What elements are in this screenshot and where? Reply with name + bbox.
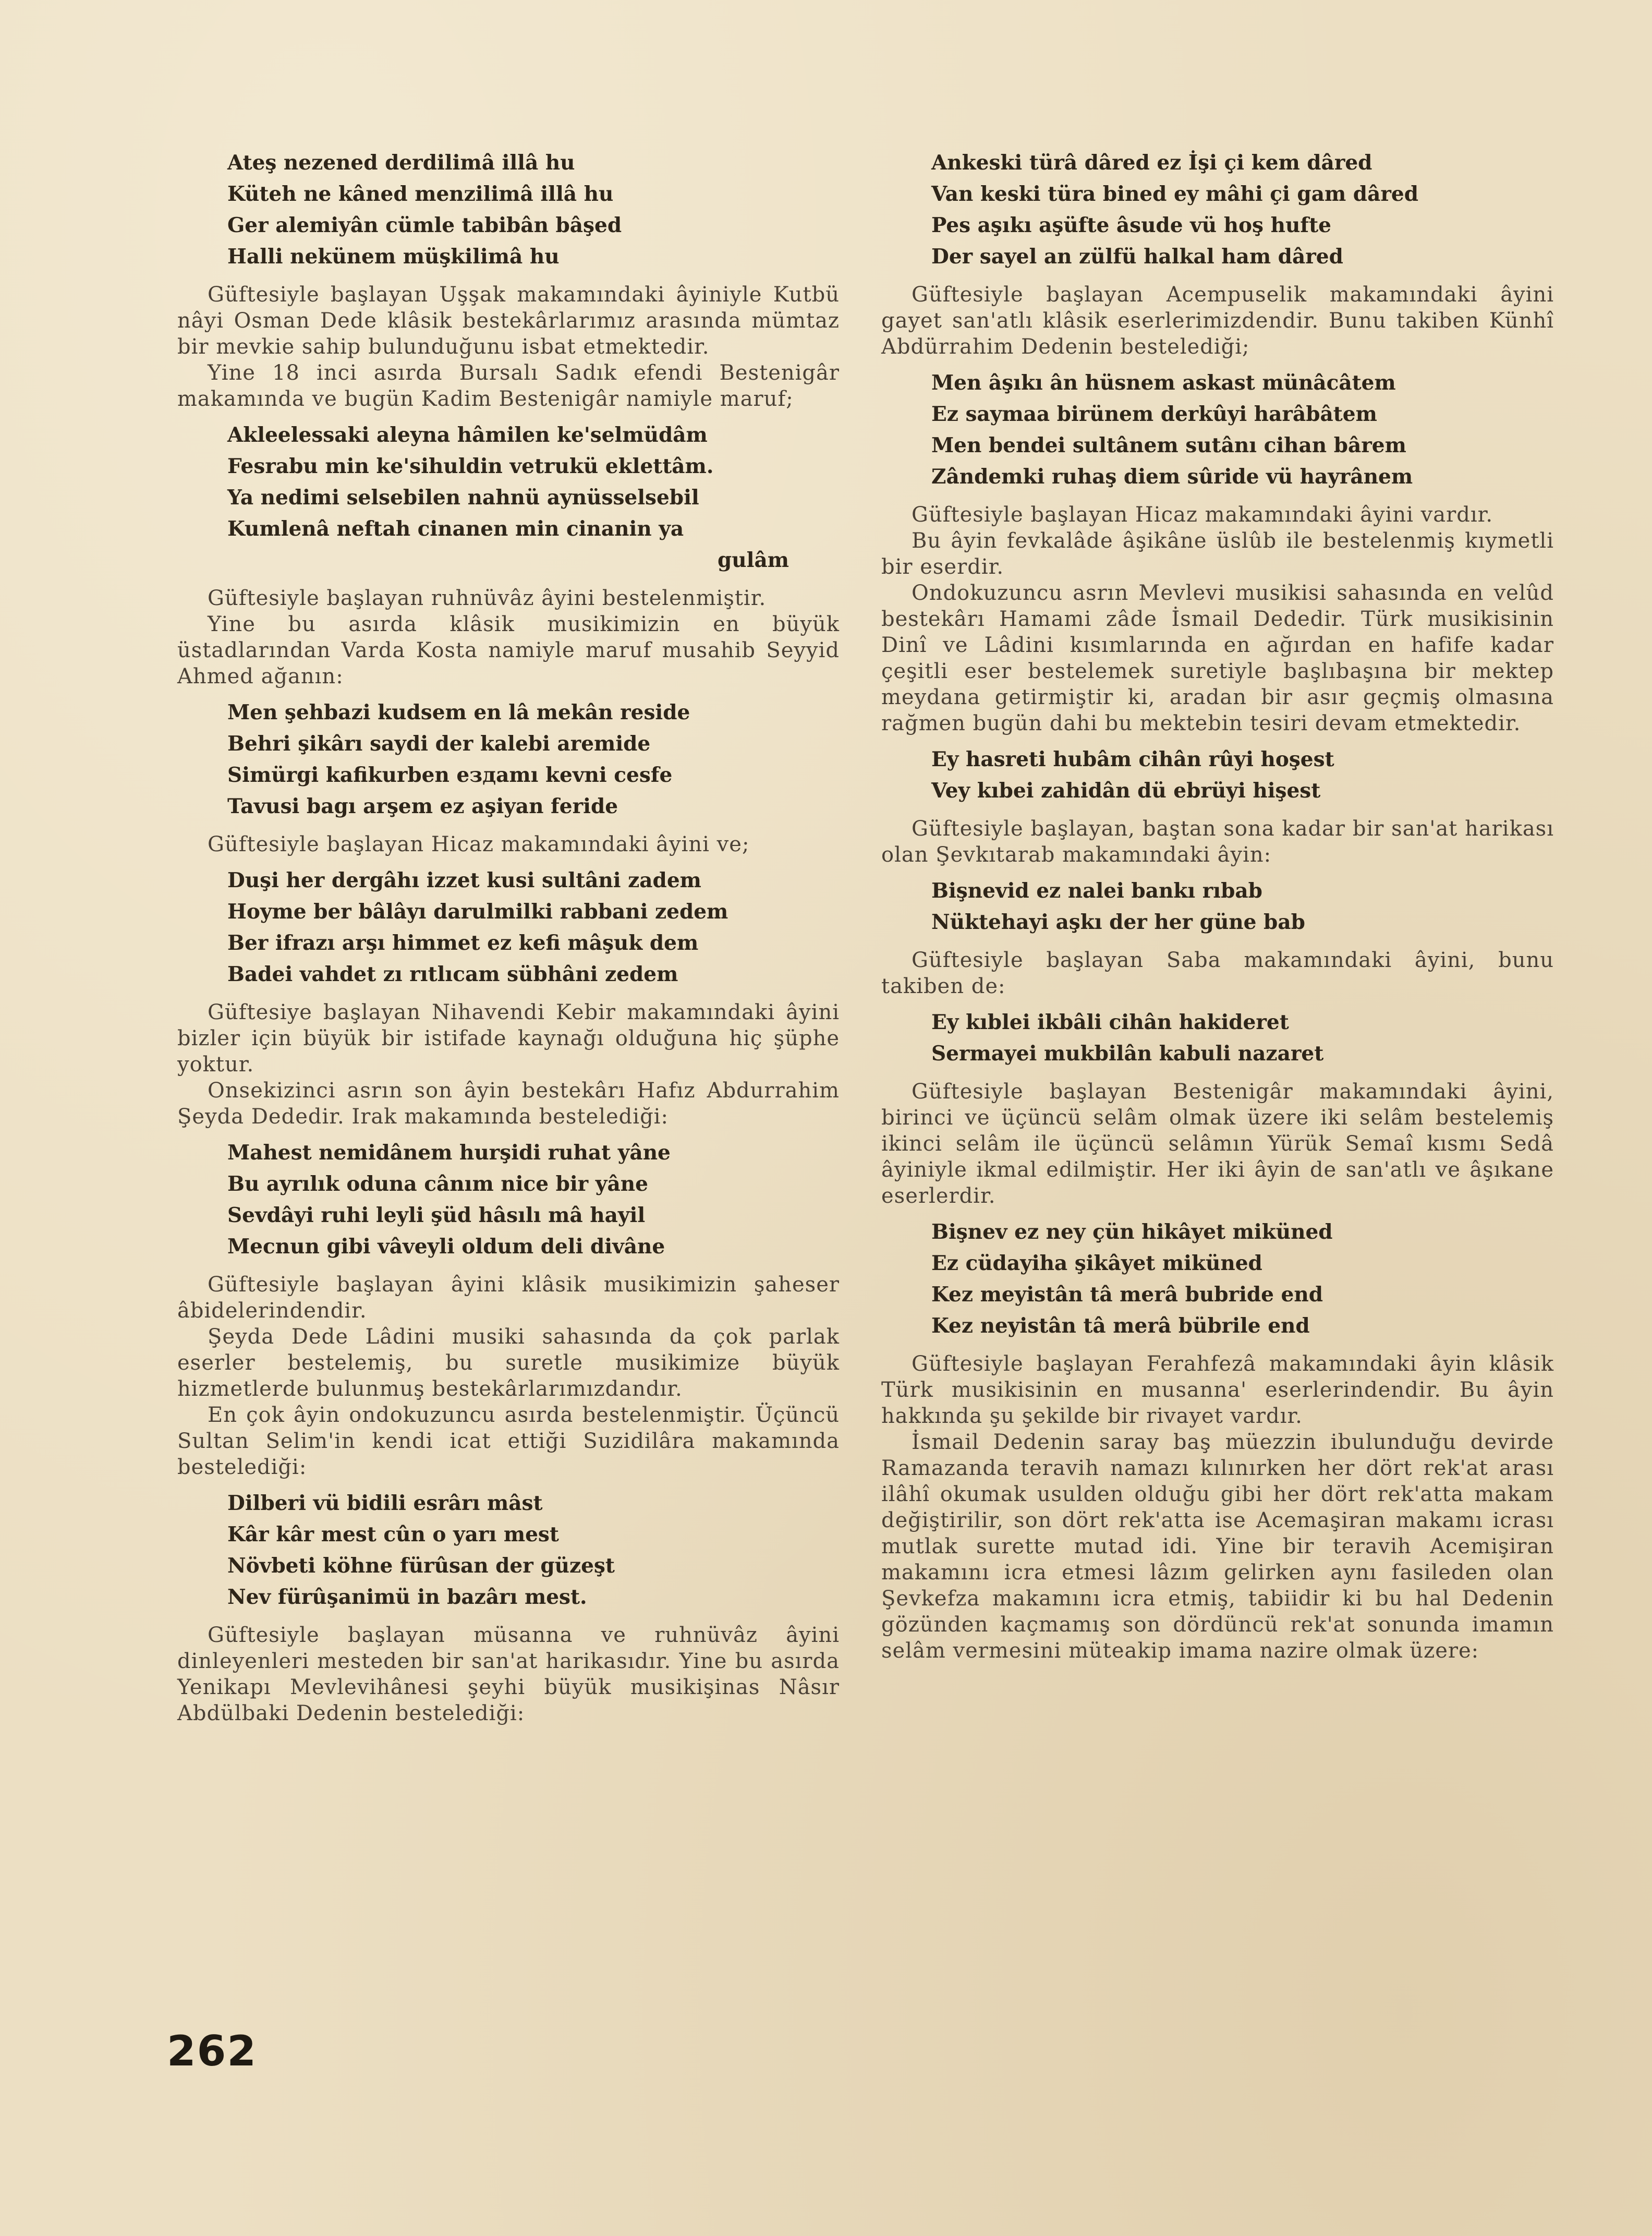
paragraph: Güftesiyle başlayan ruhnüvâz âyini bestelenmiştir. — [208, 586, 767, 610]
verse-line: Bişnevid ez nalei bankı rıbab — [931, 879, 1262, 903]
paragraph: Bu âyin fevkalâde âşikâne üslûb ile bestelenmiş kıymetli bir eserdir. — [881, 529, 1554, 579]
verse-block — [931, 875, 1554, 938]
verse-line: Bu ayrılık oduna cânım nice bir yâne — [227, 1172, 648, 1196]
right-column — [881, 140, 1554, 1664]
verse-line: Ber ifrazı arşı himmet ez kefi mâşuk dem — [227, 931, 699, 955]
verse-line: Ateş nezened derdilimâ illâ hu — [227, 151, 575, 175]
verse-block — [227, 1488, 840, 1613]
verse-line-continuation: gulâm — [718, 548, 789, 572]
verse-block — [931, 367, 1554, 492]
paragraph: Güftesiyle başlayan Saba makamındaki âyini, bunu takiben de: — [881, 948, 1554, 998]
verse-line: Badei vahdet zı rıtlıcam sübhâni zedem — [227, 962, 678, 986]
verse-line: Simürgi kafikurben eздamı kevni cesfe — [227, 763, 673, 787]
verse-line: Kez meyistân tâ merâ bubride end — [931, 1283, 1323, 1307]
verse-line: Bişnev ez ney çün hikâyet miküned — [931, 1220, 1333, 1244]
paragraph: Onsekizinci asrın son âyin bestekârı Hafız Abdurrahim Şeyda Dededir. Irak makamında bestelediği: — [177, 1079, 840, 1129]
paragraph: Güftesiye başlayan Nihavendi Kebir makamındaki âyini bizler için büyük bir istifade kaynağı olduğuna hiç şüphe yoktur. — [177, 1000, 840, 1077]
paragraph: Güftesiyle başlayan Hicaz makamındaki âyini vardır. — [912, 503, 1493, 527]
verse-line: Ankeski türâ dâred ez İşi çi kem dâred — [931, 151, 1372, 175]
verse-line: Ez cüdayiha şikâyet miküned — [931, 1251, 1262, 1275]
verse-line: Kumlenâ neftah cinanen min cinanin ya — [227, 517, 684, 541]
verse-line: Ya nedimi selsebilen nahnü aynüsselsebil — [227, 486, 699, 510]
verse-block — [931, 1007, 1554, 1069]
verse-line: Van keski türa bined ey mâhi çi gam dâred — [931, 182, 1418, 206]
paragraph: Güftesiyle başlayan Ferahfezâ makamındaki âyin klâsik Türk musikisinin en musanna' eserlerindendir. Bu âyin hakkında şu şekilde bir rivayet vardır. — [881, 1352, 1554, 1428]
paragraph: İsmail Dedenin saray baş müezzin ibulunduğu devirde Ramazanda teravih namazı kılınırken her dört rek'at arası ilâhî okumak usulden olduğu gibi her dört rek'atta makam değiştirilir, son dört rek'atta ise Acemaşiran makamı icrası mutlak surette mutad idi. Yine bir teravih Acemişiran makamını icra etmesi lâzım gelirken aynı fasileden olan Şevkefza makamını icra etmiş, tabiidir ki bu hal Dedenin gözünden kaçmamış son dördüncü rek'at sonunda imamın selâm vermesini müteakip imama nazire olmak üzere: — [881, 1430, 1554, 1663]
paragraph: Şeyda Dede Lâdini musiki sahasında da çok parlak eserler bestelemiş, bu suretle musikimize büyük hizmetlerde bulunmuş bestekârlarımızdandır. — [177, 1325, 840, 1401]
paragraph: Yine bu asırda klâsik musikimizin en büyük üstadlarından Varda Kosta namiyle maruf musahib Seyyid Ahmed ağanın: — [177, 612, 840, 688]
verse-line: Kez neyistân tâ merâ bübrile end — [931, 1314, 1310, 1338]
paragraph: Güftesiyle başlayan âyini klâsik musikimizin şaheser âbidelerindendir. — [177, 1273, 840, 1323]
left-column — [177, 140, 840, 1726]
verse-line: Kâr kâr mest cûn o yarı mest — [227, 1522, 559, 1546]
paragraph: Yine 18 inci asırda Bursalı Sadık efendi Bestenigâr makamında ve bugün Kadim Bestenigâr namiyle maruf; — [177, 361, 840, 411]
paragraph: Güftesiyle başlayan Uşşak makamındaki âyiniyle Kutbü nâyi Osman Dede klâsik bestekârlarımız arasında mümtaz bir mevkie sahip bulunduğunu isbat etmektedir. — [177, 283, 840, 359]
verse-line: Fesrabu min ke'sihuldin vetrukü eklettâm. — [227, 454, 714, 478]
verse-line: Duşi her dergâhı izzet kusi sultâni zadem — [227, 868, 701, 892]
paragraph: Ondokuzuncu asrın Mevlevi musikisi sahasında en velûd bestekârı Hamami zâde İsmail Dededir. Türk musikisinin Dinî ve Lâdini kısımlarında en ağırdan en hafife kadar çeşitli eser bestelemek suretiyle başlıbaşına bir mektep meydana getirmiştir ki, aradan bir asır geçmiş olmasına rağmen bugün dahi bu mektebin tesiri devam etmektedir. — [881, 581, 1554, 735]
verse-line: Der sayel an zülfü halkal ham dâred — [931, 245, 1343, 269]
verse-line: Men bendei sultânem sutânı cihan bârem — [931, 433, 1406, 457]
verse-line: Sermayei mukbilân kabuli nazaret — [931, 1042, 1324, 1066]
verse-block — [931, 147, 1554, 272]
verse-line: Men şehbazi kudsem en lâ mekân reside — [227, 700, 690, 724]
verse-line: Ey kıblei ikbâli cihân hakideret — [931, 1010, 1289, 1034]
verse-line: Tavusi bagı arşem ez aşiyan feride — [227, 794, 618, 818]
verse-line: Vey kıbei zahidân dü ebrüyi hişest — [931, 779, 1321, 803]
verse-line: Növbeti köhne fürûsan der güzeşt — [227, 1554, 615, 1578]
verse-line: Sevdâyi ruhi leyli şüd hâsılı mâ hayil — [227, 1203, 646, 1227]
paragraph: Güftesiyle başlayan Acempuselik makamındaki âyini gayet san'atlı klâsik eserlerimizdendir. Bunu takiben Künhî Abdürrahim Dedenin bestelediği; — [881, 283, 1554, 359]
paragraph: Güftesiyle başlayan müsanna ve ruhnüvâz âyini dinleyenleri mesteden bir san'at harikasıdır. Yine bu asırda Yenikapı Mevlevihânesi şeyhi büyük musikişinas Nâsır Abdülbaki Dedenin bestelediği: — [177, 1623, 840, 1725]
verse-line: Dilberi vü bidili esrârı mâst — [227, 1491, 543, 1515]
verse-line: Pes aşıkı aşüfte âsude vü hoş hufte — [931, 213, 1331, 237]
verse-block — [931, 1216, 1554, 1341]
paragraph: En çok âyin ondokuzuncu asırda bestelenmiştir. Üçüncü Sultan Selim'in kendi icat ettiği Suzidilâra makamında bestelediği: — [177, 1403, 840, 1479]
page-number: 262 — [167, 2027, 257, 2075]
verse-line: Hoyme ber bâlâyı darulmilki rabbani zedem — [227, 900, 728, 924]
verse-line: Ger alemiyân cümle tabibân bâşed — [227, 213, 622, 237]
verse-line: Küteh ne kâned menzilimâ illâ hu — [227, 182, 614, 206]
verse-block — [227, 1137, 840, 1262]
verse-line: Ey hasreti hubâm cihân rûyi hoşest — [931, 747, 1334, 771]
verse-block — [227, 697, 840, 822]
verse-block — [227, 419, 840, 576]
verse-line: Zândemki ruhaş diem sûride vü hayrânem — [931, 465, 1413, 489]
verse-line: Mecnun gibi vâveyli oldum deli divâne — [227, 1235, 665, 1259]
verse-line: Men âşıkı ân hüsnem askast münâcâtem — [931, 371, 1396, 395]
verse-block — [227, 865, 840, 990]
paragraph: Güftesiyle başlayan Hicaz makamındaki âyini ve; — [208, 832, 750, 856]
verse-block — [931, 744, 1554, 806]
verse-line: Nev fürûşanimü in bazârı mest. — [227, 1585, 587, 1609]
verse-line: Ez saymaa birünem derkûyi harâbâtem — [931, 402, 1377, 426]
verse-block — [227, 147, 840, 272]
verse-line: Akleelessaki aleyna hâmilen ke'selmüdâm — [227, 423, 708, 447]
verse-line: Nüktehayi aşkı der her güne bab — [931, 910, 1305, 934]
verse-line: Mahest nemidânem hurşidi ruhat yâne — [227, 1141, 671, 1165]
paragraph: Güftesiyle başlayan, baştan sona kadar bir san'at harikası olan Şevkıtarab makamındaki âyin: — [881, 817, 1554, 867]
paragraph: Güftesiyle başlayan Bestenigâr makamındaki âyini, birinci ve üçüncü selâm olmak üzere iki selâm bestelemiş ikinci selâm ile üçüncü selâmın Yürük Semaî kısmı Sedâ âyiniyle ikmal edilmiştir. Her iki âyin de san'atlı ve âşıkane eserlerdir. — [881, 1080, 1554, 1208]
verse-line: Halli nekünem müşkilimâ hu — [227, 245, 560, 269]
verse-line: Behri şikârı saydi der kalebi aremide — [227, 732, 651, 756]
